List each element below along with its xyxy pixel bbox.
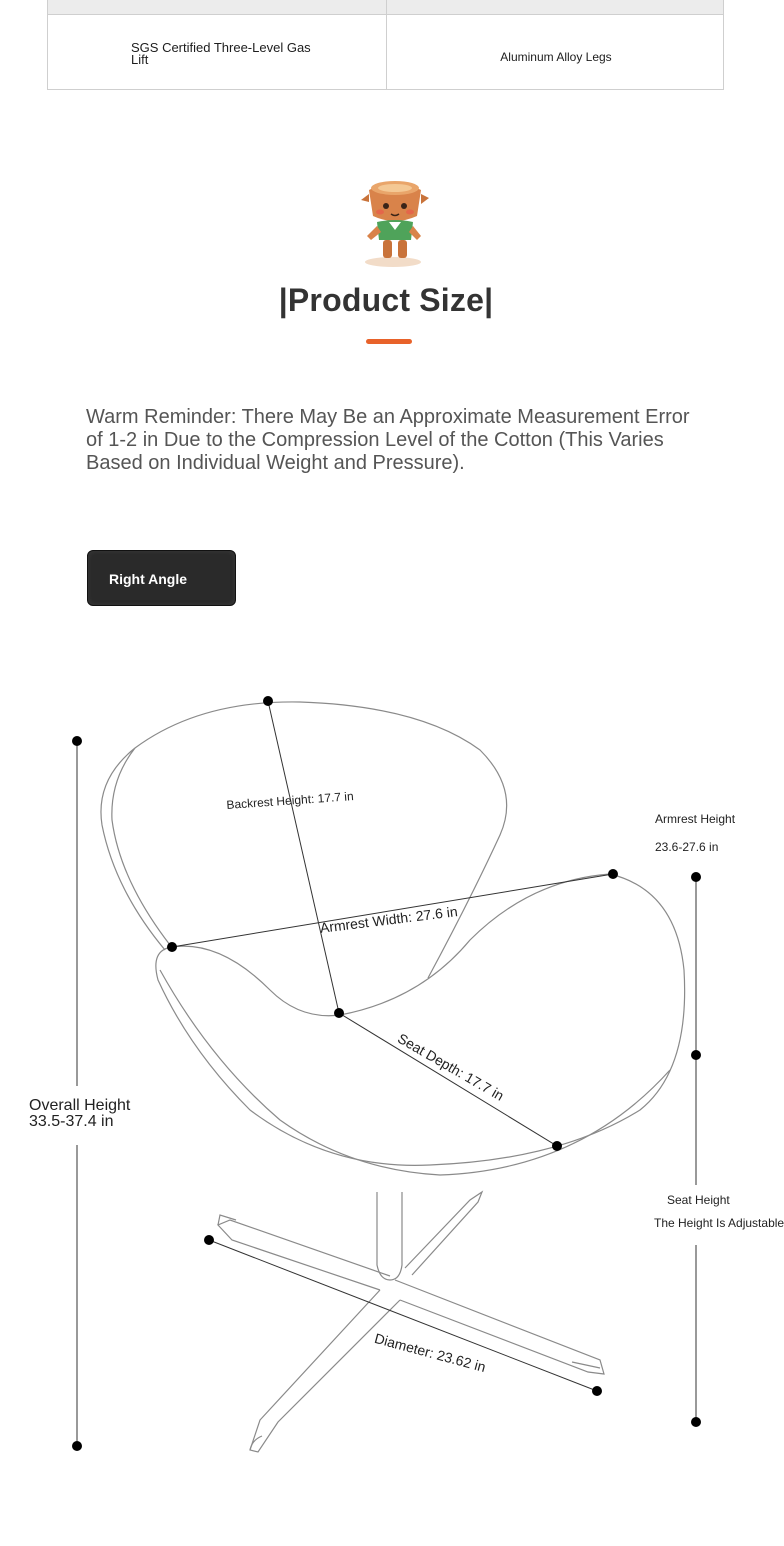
right-angle-design-button[interactable]: Right Angle Design: [87, 550, 236, 606]
armrest-width-label: Armrest Width: 27.6 in: [319, 903, 459, 936]
overall-height-title: Overall Height: [29, 1097, 131, 1114]
features-table: [47, 0, 724, 90]
overall-height-label: [29, 1098, 139, 1130]
armrest-height-value: 23.6-27.6 in: [655, 840, 719, 854]
tree-stump-mascot-icon: [355, 172, 435, 272]
chair-dimension-diagram: [0, 640, 784, 1500]
backrest-height-label: Backrest Height: 17.7 in: [226, 789, 355, 812]
section-title: |Product Size|: [278, 282, 494, 318]
seat-height-title: Seat Height: [667, 1193, 730, 1207]
overall-height-value: 33.5-37.4 in: [29, 1113, 114, 1130]
feature-legs: Aluminum Alloy Legs: [500, 50, 612, 64]
diameter-label: Diameter: 23.62 in: [372, 1330, 488, 1376]
features-table-divider: [386, 0, 387, 89]
seat-height-value: The Height Is Adjustable: [654, 1216, 784, 1230]
armrest-height-title: Armrest Height: [655, 812, 736, 826]
feature-gas-lift: SGS Certified Three-Level Gas Lift: [131, 40, 311, 67]
seat-depth-label: Seat Depth: 17.7 in: [395, 1030, 507, 1104]
measurement-reminder: Warm Reminder: There May Be an Approximate Measurement Error of 1-2 in Due to the Compression Level of the Cotton (This Varies Based on Individual Weight and Pressure).: [86, 406, 690, 474]
title-underline: [366, 339, 412, 344]
chair-drawing: [0, 640, 750, 1500]
